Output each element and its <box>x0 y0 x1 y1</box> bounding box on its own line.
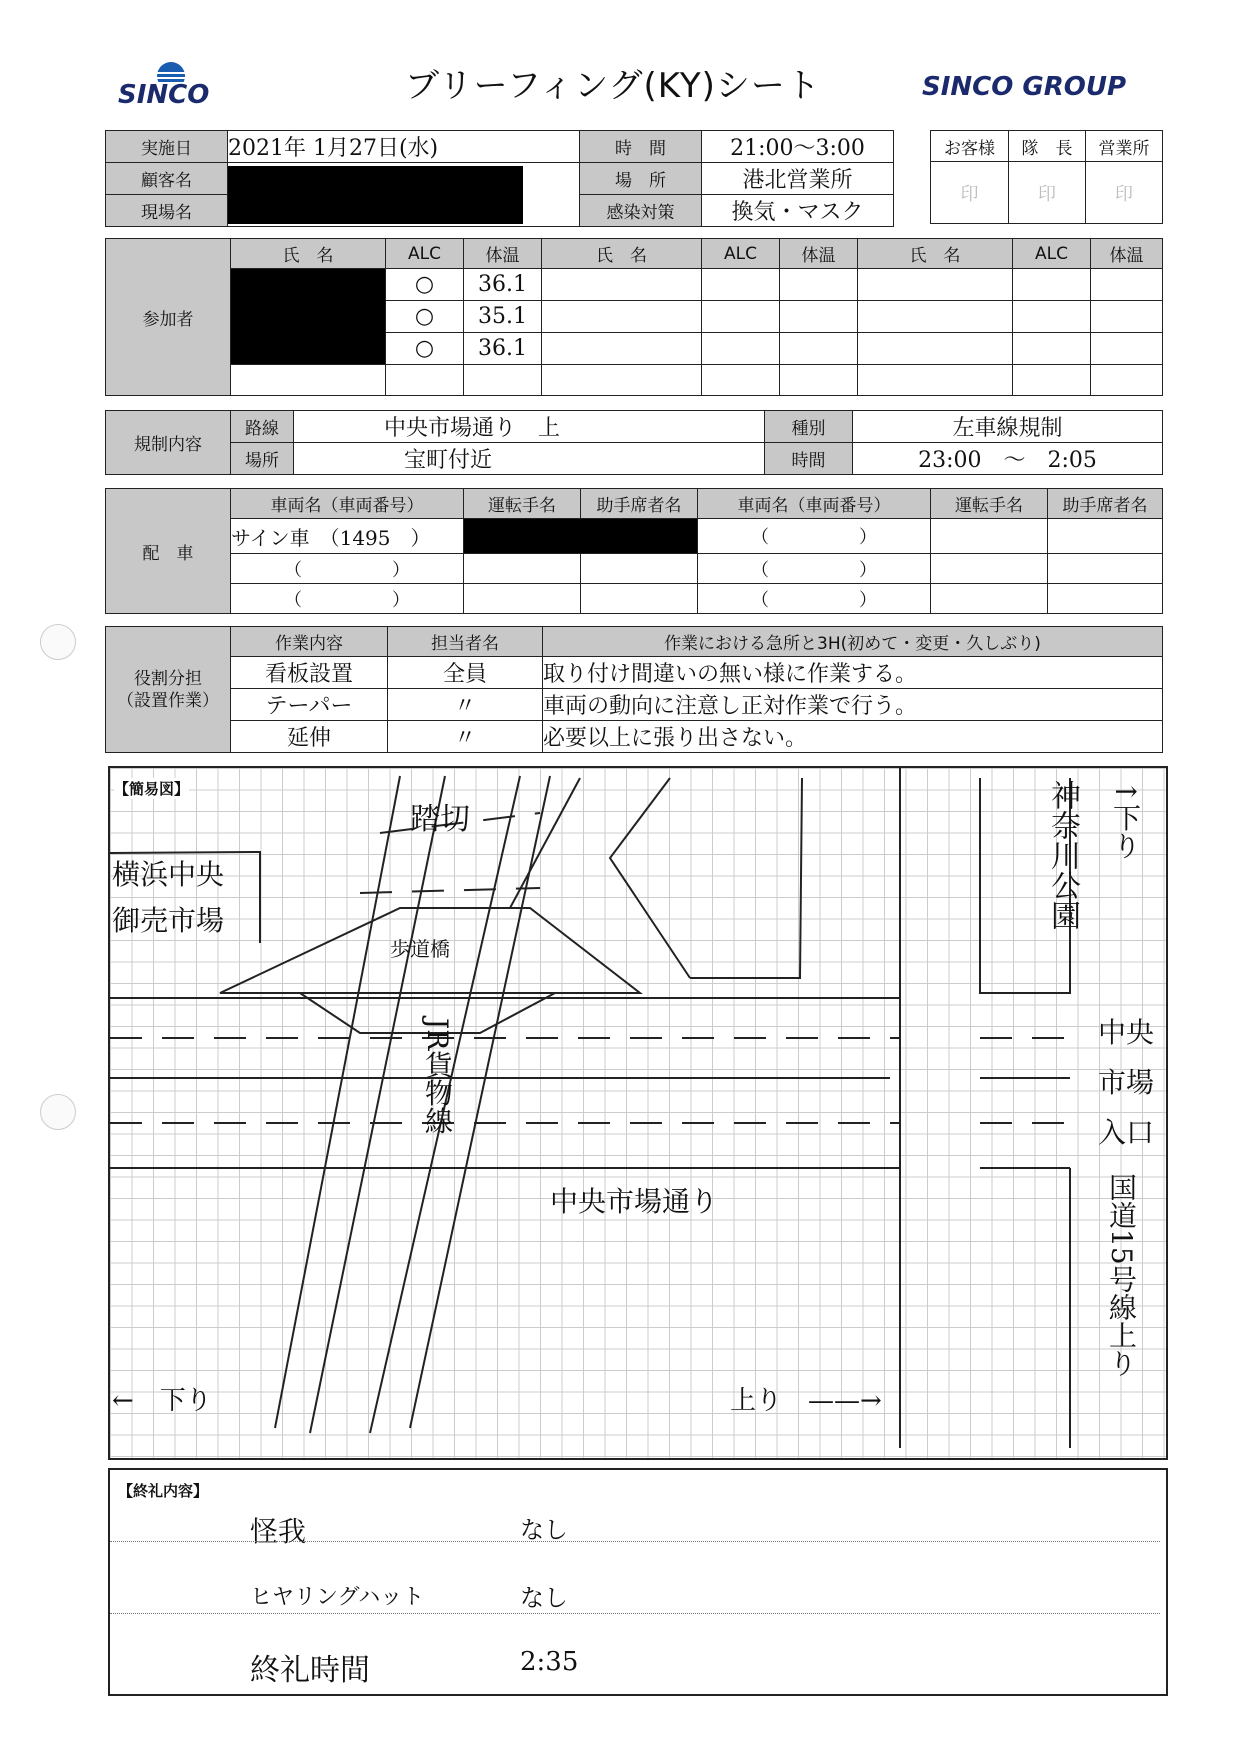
col-vehicle-2: 車両名（車両番号） <box>698 489 931 519</box>
closing-value: なし <box>520 1516 568 1544</box>
info-table <box>105 130 894 227</box>
sketch-market-line2: 御売市場 <box>112 904 225 937</box>
sketch-market-line1: 横浜中央 <box>112 858 225 891</box>
participant-alc <box>386 365 464 396</box>
role-person: 〃 <box>388 721 543 753</box>
roles-label-line2: （設置作業） <box>117 690 219 711</box>
vehicle-right: （ ） <box>698 584 931 614</box>
role-row <box>106 689 1163 721</box>
role-person: 〃 <box>388 689 543 721</box>
approval-table <box>930 130 1163 224</box>
role-person: 全員 <box>388 657 543 689</box>
approval-leader: 隊 長 <box>1009 131 1086 162</box>
closing-line <box>110 1613 1160 1614</box>
approval-customer: お客様 <box>931 131 1009 162</box>
place-value: 港北営業所 <box>702 163 894 195</box>
sketch-right-up: 上り ——→ <box>730 1386 882 1416</box>
sketch-entrance-line3: 入口 <box>1098 1116 1155 1149</box>
col-temp-1: 体温 <box>464 239 542 269</box>
date-label: 実施日 <box>106 131 228 163</box>
participant-temp: 35.1 <box>464 301 542 333</box>
participant-alc: ○ <box>386 333 464 365</box>
sketch-left-down: ← 下り <box>112 1386 212 1416</box>
col-points: 作業における急所と3H(初めて・変更・久しぶり) <box>543 627 1163 657</box>
col-assistant-1: 助手席者名 <box>581 489 698 519</box>
logo-left-text: SINCO <box>118 80 210 110</box>
col-driver-1: 運転手名 <box>464 489 581 519</box>
vehicle-right: （ ） <box>698 554 931 584</box>
reg-time-value: 23:00 〜 2:05 <box>853 443 1163 475</box>
closing-line <box>110 1541 1160 1542</box>
sinco-group-logo: SINCO GROUP <box>922 72 1127 102</box>
role-point: 車両の動向に注意し正対作業で行う。 <box>543 689 1163 721</box>
date-value: 2021年 1月27日(水) <box>228 131 580 163</box>
dispatch-row <box>106 519 1163 554</box>
page-title: ブリーフィング(KY)シート <box>405 66 821 106</box>
sketch-area <box>108 766 1168 1460</box>
participant-temp <box>464 365 542 396</box>
col-alc-3: ALC <box>1013 239 1091 269</box>
col-assistant-2: 助手席者名 <box>1048 489 1163 519</box>
stamp-leader: 印 <box>1009 162 1086 224</box>
col-name-3: 氏 名 <box>858 239 1013 269</box>
vehicle-left: （ ） <box>231 584 464 614</box>
sketch-label: 【簡易図】 <box>114 780 190 798</box>
sketch-footbridge: 歩道橋 <box>390 937 450 961</box>
col-alc-1: ALC <box>386 239 464 269</box>
vehicle-left: （ ） <box>231 554 464 584</box>
participants-table <box>105 238 1163 396</box>
col-vehicle-1: 車両名（車両番号） <box>231 489 464 519</box>
participant-alc: ○ <box>386 301 464 333</box>
participant-temp: 36.1 <box>464 269 542 301</box>
col-task: 作業内容 <box>231 627 388 657</box>
reg-place-label: 場所 <box>231 443 294 475</box>
type-value: 左車線規制 <box>853 411 1163 443</box>
route-value: 中央市場通り 上 <box>294 411 765 443</box>
time-value: 21:00〜3:00 <box>702 131 894 163</box>
col-person: 担当者名 <box>388 627 543 657</box>
sketch-entrance-line1: 中央 <box>1098 1016 1155 1049</box>
roles-label <box>106 627 231 753</box>
customer-label: 顧客名 <box>106 163 228 195</box>
regulation-table <box>105 410 1163 475</box>
punch-hole <box>40 1094 76 1130</box>
punch-hole <box>40 624 76 660</box>
roles-table <box>105 626 1163 753</box>
sketch-market <box>112 852 224 944</box>
participants-label: 参加者 <box>106 239 231 396</box>
closing-value: なし <box>520 1584 568 1612</box>
closing-item: 怪我 <box>250 1515 307 1548</box>
sketch-drawing <box>110 768 1166 1458</box>
closing-area <box>108 1468 1168 1696</box>
place-label: 場 所 <box>580 163 702 195</box>
route-label: 路線 <box>231 411 294 443</box>
dispatch-label: 配 車 <box>106 489 231 614</box>
site-label: 現場名 <box>106 195 228 227</box>
closing-item: ヒヤリングハット <box>250 1585 425 1610</box>
vehicle-right: （ ） <box>698 519 931 554</box>
role-task: テーパー <box>231 689 388 721</box>
role-point: 必要以上に張り出さない。 <box>543 721 1163 753</box>
role-task: 看板設置 <box>231 657 388 689</box>
customer-site-redacted <box>228 163 580 227</box>
time-label: 時 間 <box>580 131 702 163</box>
col-temp-3: 体温 <box>1091 239 1163 269</box>
sketch-down-right: ↑下り <box>1109 780 1142 860</box>
role-row <box>106 721 1163 753</box>
closing-value: 2:35 <box>520 1647 579 1677</box>
sketch-entrance-line2: 市場 <box>1098 1066 1155 1099</box>
participant-row <box>106 269 1163 301</box>
closing-item: 終礼時間 <box>250 1653 370 1688</box>
dispatch-row <box>106 554 1163 584</box>
driver-redacted <box>464 519 698 554</box>
dispatch-row <box>106 584 1163 614</box>
col-driver-2: 運転手名 <box>931 489 1048 519</box>
reg-time-label: 時間 <box>765 443 853 475</box>
closing-label: 【終礼内容】 <box>118 1482 209 1500</box>
participant-alc: ○ <box>386 269 464 301</box>
sketch-kanagawa-park: 神奈川公園 <box>1045 780 1080 930</box>
dispatch-table <box>105 488 1163 614</box>
col-temp-2: 体温 <box>780 239 858 269</box>
sketch-jr-line: JR貨物線 <box>421 1018 454 1135</box>
col-name-2: 氏 名 <box>542 239 702 269</box>
approval-office: 営業所 <box>1086 131 1163 162</box>
stamp-customer: 印 <box>931 162 1009 224</box>
role-row <box>106 657 1163 689</box>
sketch-market-entrance <box>1098 1008 1154 1158</box>
sinco-logo <box>118 80 209 110</box>
vehicle-left: サイン車 （1495 ） <box>231 519 464 554</box>
participant-temp: 36.1 <box>464 333 542 365</box>
col-alc-2: ALC <box>702 239 780 269</box>
infection-value: 換気・マスク <box>702 195 894 227</box>
stamp-office: 印 <box>1086 162 1163 224</box>
sketch-route15: 国道15号線上り <box>1105 1173 1138 1377</box>
sketch-crossing: 踏切 <box>410 802 470 837</box>
regulation-label: 規制内容 <box>106 411 231 475</box>
type-label: 種別 <box>765 411 853 443</box>
sinco-logo-icon <box>136 58 206 82</box>
sketch-main-road: 中央市場通り <box>550 1185 719 1218</box>
participant-row <box>106 365 1163 396</box>
col-name-1: 氏 名 <box>231 239 386 269</box>
reg-place-value: 宝町付近 <box>294 443 765 475</box>
participant-names-redacted <box>231 269 386 365</box>
roles-label-line1: 役割分担 <box>134 668 202 689</box>
infection-label: 感染対策 <box>580 195 702 227</box>
role-task: 延伸 <box>231 721 388 753</box>
role-point: 取り付け間違いの無い様に作業する。 <box>543 657 1163 689</box>
